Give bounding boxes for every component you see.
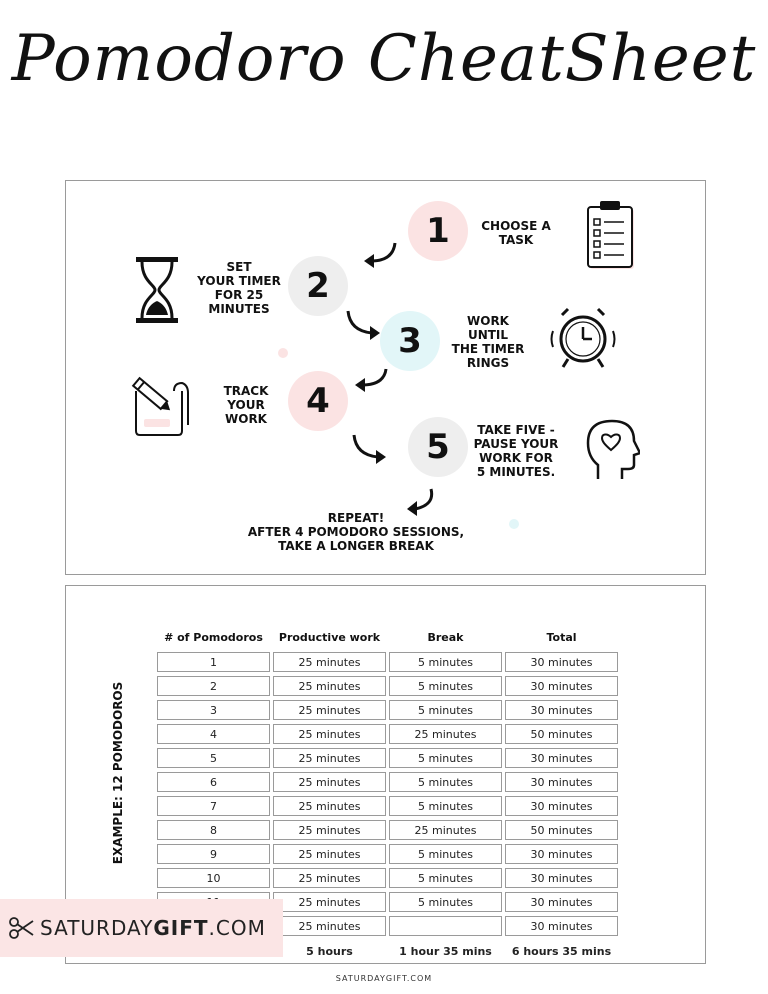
step-1-label: CHOOSE A TASK xyxy=(481,219,551,247)
table-header-row xyxy=(157,630,618,648)
clipboard-checklist-icon xyxy=(586,201,638,273)
table-cell: 25 minutes xyxy=(273,700,386,720)
arrow-1-to-2-icon xyxy=(361,239,401,269)
table-cell: 6 xyxy=(157,772,270,792)
total-cell: 5 hours xyxy=(306,944,353,958)
step-2-number: 2 xyxy=(288,256,348,316)
step-5-label: TAKE FIVE - PAUSE YOUR WORK FOR 5 MINUTES. xyxy=(473,423,559,479)
table-cell: 10 xyxy=(157,868,270,888)
table-cell xyxy=(389,916,502,936)
scissors-icon xyxy=(6,913,36,943)
step-2-label: SET YOUR TIMER FOR 25 MINUTES xyxy=(197,260,281,316)
decorative-dot xyxy=(509,519,519,529)
table-cell: 9 xyxy=(157,844,270,864)
table-cell: 8 xyxy=(157,820,270,840)
table-cell: 25 minutes xyxy=(389,724,502,744)
table-cell: 5 minutes xyxy=(389,892,502,912)
table-cell: 30 minutes xyxy=(505,844,618,864)
table-row xyxy=(157,844,618,864)
table-cell: 25 minutes xyxy=(273,868,386,888)
pencil-paper-icon xyxy=(122,373,192,439)
decorative-dot xyxy=(278,348,288,358)
hourglass-icon xyxy=(134,257,180,323)
step-4-number: 4 xyxy=(288,371,348,431)
table-cell: 5 xyxy=(157,748,270,768)
column-header: Productive work xyxy=(278,630,381,644)
column-header: Total xyxy=(546,630,577,644)
table-cell: 2 xyxy=(157,676,270,696)
table-row xyxy=(157,652,618,672)
table-cell: 25 minutes xyxy=(273,652,386,672)
table-cell: 25 minutes xyxy=(273,892,386,912)
brand-part1: SATURDAY xyxy=(40,916,154,940)
step-1-number: 1 xyxy=(408,201,468,261)
table-cell: 30 minutes xyxy=(505,748,618,768)
table-cell: 3 xyxy=(157,700,270,720)
page-title: Pomodoro CheatSheet xyxy=(11,22,757,96)
table-cell: 30 minutes xyxy=(505,676,618,696)
table-cell: 1 xyxy=(157,652,270,672)
table-cell: 30 minutes xyxy=(505,652,618,672)
total-cell: 1 hour 35 mins xyxy=(399,944,492,958)
table-row xyxy=(157,820,618,840)
table-cell: 5 minutes xyxy=(389,844,502,864)
step-3-number: 3 xyxy=(380,311,440,371)
table-cell: 25 minutes xyxy=(273,676,386,696)
column-header: Break xyxy=(427,630,464,644)
table-cell: 50 minutes xyxy=(505,820,618,840)
steps-panel xyxy=(65,180,706,575)
table-cell: 30 minutes xyxy=(505,772,618,792)
column-header: # of Pomodoros xyxy=(164,630,263,644)
table-cell: 5 minutes xyxy=(389,700,502,720)
table-cell: 25 minutes xyxy=(273,724,386,744)
table-cell: 30 minutes xyxy=(505,916,618,936)
table-row xyxy=(157,676,618,696)
brand-part2: GIFT xyxy=(153,916,209,940)
table-row xyxy=(157,748,618,768)
table-cell: 50 minutes xyxy=(505,724,618,744)
table-cell: 5 minutes xyxy=(389,748,502,768)
table-cell: 25 minutes xyxy=(273,916,386,936)
table-cell: 5 minutes xyxy=(389,652,502,672)
table-cell: 25 minutes xyxy=(389,820,502,840)
table-row xyxy=(157,700,618,720)
step-3-label: WORK UNTIL THE TIMER RINGS xyxy=(451,314,525,370)
table-cell: 25 minutes xyxy=(273,820,386,840)
brand-part3: .COM xyxy=(208,916,266,940)
table-cell: 30 minutes xyxy=(505,700,618,720)
table-cell: 25 minutes xyxy=(273,772,386,792)
table-cell: 30 minutes xyxy=(505,892,618,912)
table-row xyxy=(157,724,618,744)
table-cell: 5 minutes xyxy=(389,676,502,696)
table-cell: 5 minutes xyxy=(389,868,502,888)
table-row xyxy=(157,796,618,816)
arrow-4-to-5-icon xyxy=(350,433,390,467)
step-4-label: TRACK YOUR WORK xyxy=(223,384,269,426)
total-cell: 6 hours 35 mins xyxy=(511,944,612,958)
table-row xyxy=(157,772,618,792)
arrow-3-to-4-icon xyxy=(352,367,392,395)
table-row xyxy=(157,868,618,888)
table-cell: 5 minutes xyxy=(389,772,502,792)
table-cell: 5 minutes xyxy=(389,796,502,816)
table-cell: 30 minutes xyxy=(505,796,618,816)
table-side-label: EXAMPLE: 12 POMODOROS xyxy=(111,681,125,865)
arrow-2-to-3-icon xyxy=(344,309,384,343)
table-cell: 4 xyxy=(157,724,270,744)
table-cell: 25 minutes xyxy=(273,844,386,864)
repeat-note: REPEAT! AFTER 4 POMODORO SESSIONS, TAKE A LONGER BREAK xyxy=(247,511,465,553)
table-cell: 25 minutes xyxy=(273,796,386,816)
table-cell: 25 minutes xyxy=(273,748,386,768)
brand-logo xyxy=(0,899,283,957)
mind-head-icon xyxy=(584,417,640,481)
step-5-number: 5 xyxy=(408,417,468,477)
table-cell: 30 minutes xyxy=(505,868,618,888)
footer-brand: SATURDAYGIFT.COM xyxy=(335,974,433,983)
table-cell: 7 xyxy=(157,796,270,816)
alarm-clock-icon xyxy=(548,301,618,371)
